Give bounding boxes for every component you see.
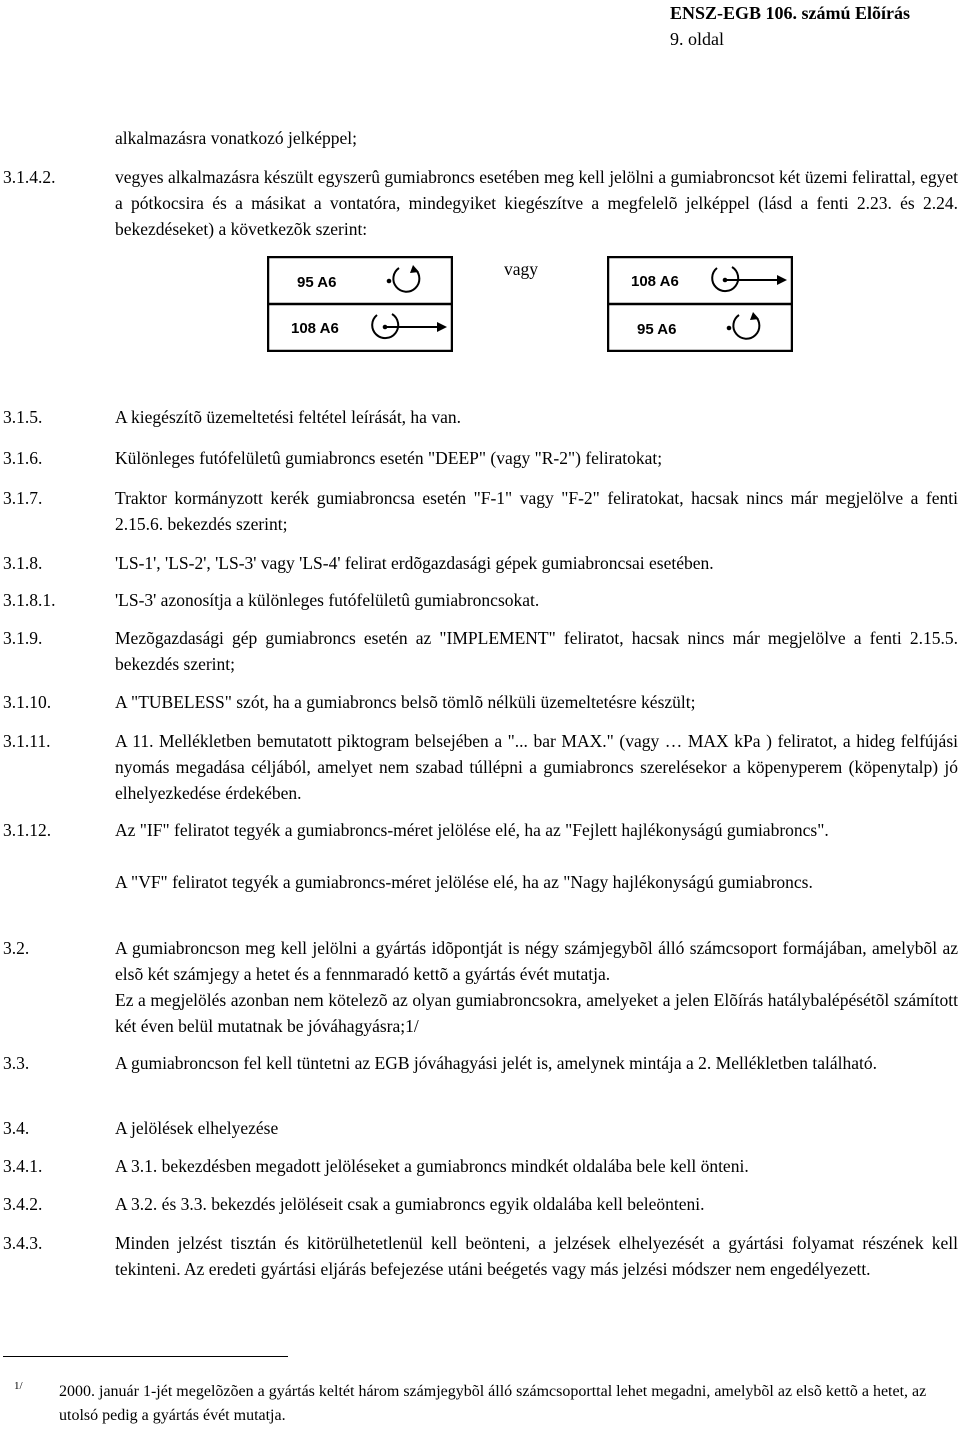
rotating-arrow-icon: [387, 265, 420, 292]
page-number: 9. oldal: [669, 29, 724, 49]
page-header: [670, 0, 910, 52]
paragraph-text: A 3.2. és 3.3. bekezdés jelöléseit csak a gumiabroncs egyik oldalába kell beleönteni.: [115, 1194, 705, 1214]
paragraph-number: 3.1.11.: [3, 731, 51, 751]
footnote-mark: 1/: [14, 1380, 23, 1392]
rotating-arrow-icon: [727, 312, 760, 339]
intro-line: alkalmazásra vonatkozó jelképpel;: [115, 128, 357, 148]
paragraph-number: 3.1.6.: [3, 448, 43, 468]
paragraph-text: A kiegészítõ üzemeltetési feltétel leírását, ha van.: [115, 407, 461, 427]
paragraph-number: 3.1.8.: [3, 553, 43, 573]
load-speed-label: 108 A6: [291, 320, 339, 337]
paragraph-number: 3.1.12.: [3, 820, 52, 840]
marking-symbol-left: [267, 256, 453, 352]
paragraph-number: 3.4.3.: [3, 1233, 43, 1253]
paragraph-number: 3.4.: [3, 1118, 30, 1138]
footnote-text: 2000. január 1-jét megelõzõen a gyártás keltét három számjegybõl álló számcsoporttal lehet megadni, amelybõl az elsõ kettõ a hetet, az utolsó pedig a gyártás évét mutatja.: [59, 1383, 927, 1424]
paragraph-number: 3.3.: [3, 1053, 30, 1073]
paragraph-text: A 11. Mellékletben bemutatott piktogram belsejében a "... bar MAX." (vagy … MAX kPa ) feliratot, a hideg felfújási nyomás megadása céljából, amelyet nem szabad túllépni a gumiabroncs szerelésekor a köpenyperem (köpenytalp) jó elhelyezkedése érdekében.: [115, 731, 958, 803]
paragraph-text: Mezõgazdasági gép gumiabroncs esetén az "IMPLEMENT" feliratot, hacsak nincs már megjelölve a fenti 2.15.5. bekezdés szerint;: [115, 628, 958, 674]
paragraph-text: Az "IF" feliratot tegyék a gumiabroncs-méret jelölése elé, ha az "Fejlett hajlékonyságú gumiabroncs".: [115, 820, 829, 840]
paragraph-number: 3.1.8.1.: [3, 590, 56, 610]
marking-symbol-right: [607, 256, 793, 352]
paragraph-number: 3.4.1.: [3, 1156, 43, 1176]
paragraph-text: A 3.1. bekezdésben megadott jelöléseket a gumiabroncs mindkét oldalába bele kell önteni.: [115, 1156, 749, 1176]
paragraph-text: A gumiabroncson fel kell tüntetni az EGB jóváhagyási jelét is, amelynek mintája a 2. Mellékletben található.: [115, 1053, 878, 1073]
section-heading: A jelölések elhelyezése: [115, 1118, 279, 1138]
paragraph-text: Különleges futófelületû gumiabroncs esetén "DEEP" (vagy "R-2") feliratokat;: [115, 448, 663, 468]
paragraph-number: 3.1.4.2.: [3, 167, 56, 187]
paragraph-number: 3.1.7.: [3, 488, 43, 508]
rotating-arrow-icon: [372, 314, 447, 338]
paragraph-text: vegyes alkalmazásra készült egyszerû gumiabroncs esetében meg kell jelölni a gumiabroncsot két üzemi felirattal, egyet a pótkocsira és a másikat a vontatóra, mindegyiket kiegészítve a megfelelõ jelképpel (lásd a fenti 2.23. és 2.24. bekezdéseket) a következõk szerint:: [115, 167, 958, 239]
footnote-separator: [3, 1356, 288, 1357]
paragraph-number: 3.2.: [3, 938, 30, 958]
paragraph-text: A "TUBELESS" szót, ha a gumiabroncs belsõ tömlõ nélküli üzemeltetésre készült;: [115, 692, 696, 712]
paragraph-text: 'LS-3' azonosítja a különleges futófelületû gumiabroncsokat.: [115, 590, 540, 610]
paragraph-text: Minden jelzést tisztán és kitörülhetetlenül kell beönteni, a jelzések elhelyezését a gyártási folyamat részének kell tekinteni. Az eredeti gyártási eljárás befejezése utáni beégetés vagy más jelzési módszer nem engedélyezett.: [115, 1233, 958, 1279]
rotating-arrow-icon: [712, 267, 787, 291]
paragraph-number: 3.1.5.: [3, 407, 43, 427]
paragraph-number: 3.1.9.: [3, 628, 43, 648]
paragraph-text: A gumiabroncson meg kell jelölni a gyártás idõpontját is négy számjegybõl álló számcsoport formájában, amelybõl az elsõ két számjegy a hetet és a fennmaradó kettõ a gyártás évét mutatja.: [115, 938, 958, 984]
paragraph-number: 3.1.10.: [3, 692, 52, 712]
paragraph-text: Traktor kormányzott kerék gumiabroncsa esetén "F-1" vagy "F-2" feliratokat, hacsak nincs már megjelölve a fenti 2.15.6. bekezdés szerint;: [115, 488, 958, 534]
paragraph-text-continued: A "VF" feliratot tegyék a gumiabroncs-méret jelölése elé, ha az "Nagy hajlékonyságú gumiabroncs.: [115, 872, 813, 892]
load-speed-label: 95 A6: [637, 321, 677, 338]
load-speed-label: 108 A6: [631, 273, 679, 290]
paragraph-text: 'LS-1', 'LS-2', 'LS-3' vagy 'LS-4' felirat erdõgazdasági gépek gumiabroncsai esetében.: [115, 553, 714, 573]
paragraph-number: 3.4.2.: [3, 1194, 43, 1214]
load-speed-label: 95 A6: [297, 274, 337, 291]
figure-separator: vagy: [504, 259, 539, 279]
paragraph-text-continued: Ez a megjelölés azonban nem kötelezõ az olyan gumiabroncsokra, amelyeket a jelen Elõírás hatálybalépésétõl számított két éven belül mutatnak be jóváhagyásra;1/: [115, 990, 958, 1036]
document-title: ENSZ-EGB 106. számú Elõírás: [669, 3, 910, 23]
